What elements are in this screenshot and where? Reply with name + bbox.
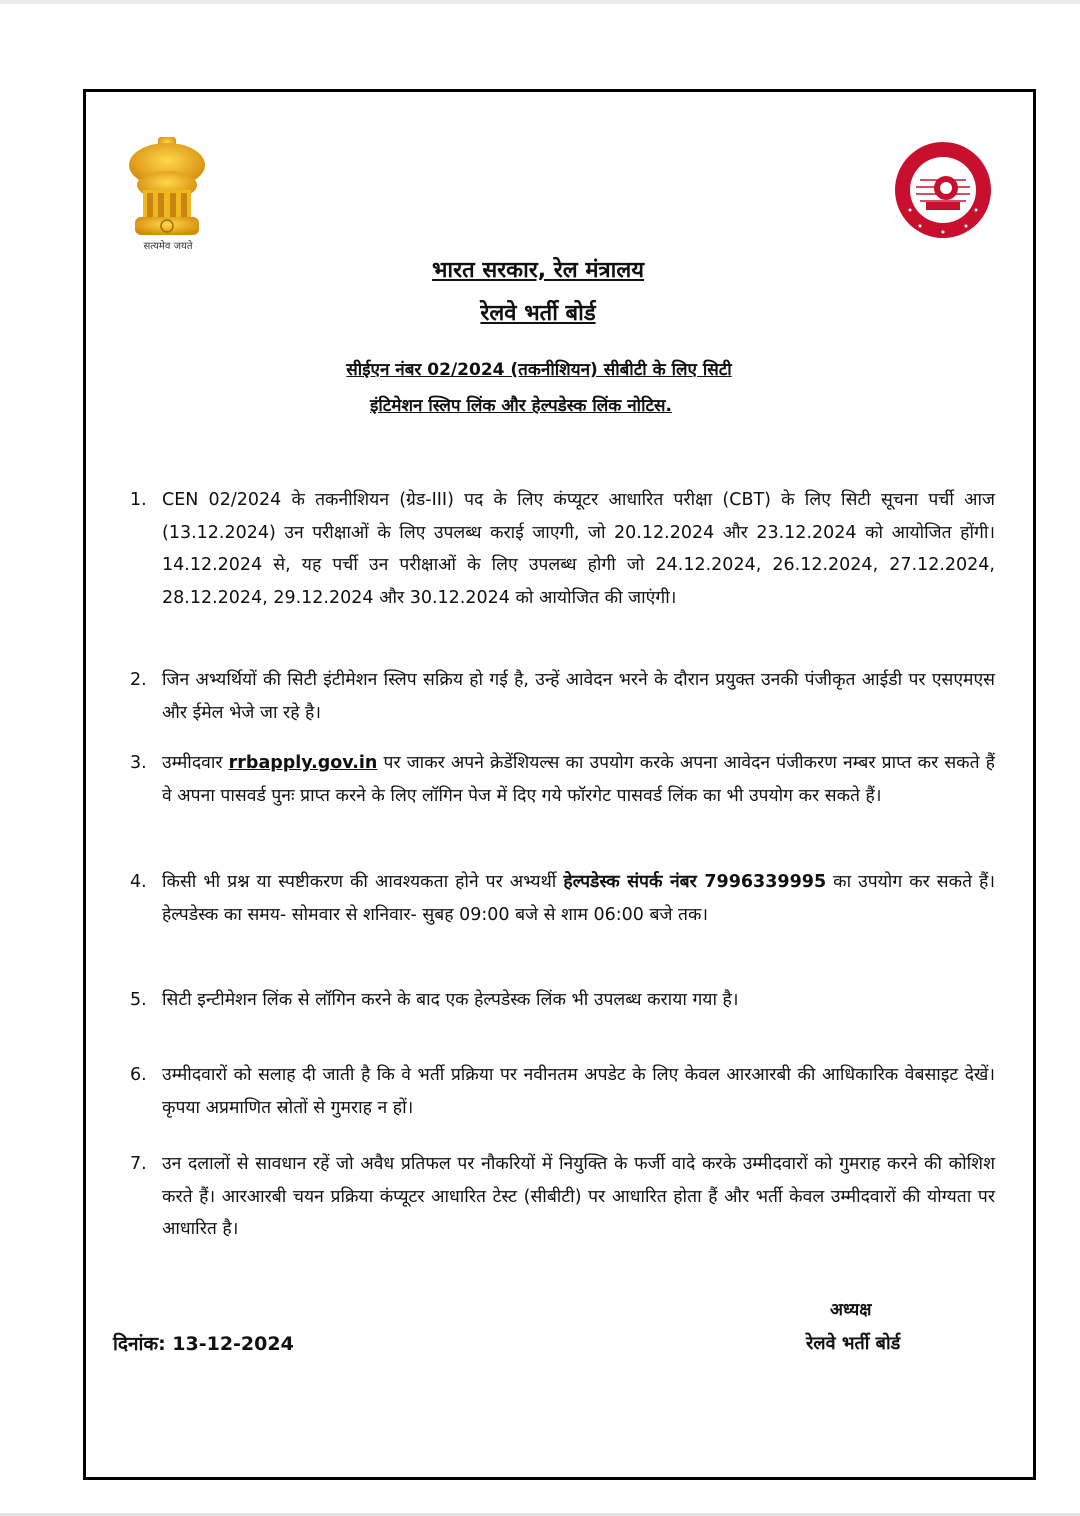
emblem-motto: सत्यमेव जयते [143,241,193,252]
point-text: उम्मीदवारों को सलाह दी जाती है कि वे भर्ती प्रक्रिया पर नवीनतम अपडेट के लिए केवल आरआरबी की आधिकारिक वेबसाइट देखें। कृपया अप्रमाणित स्रोतों से गुमराह न हों। [162,1065,995,1118]
point-number: 4. [130,872,147,892]
subject-line-1: सीईएन नंबर 02/2024 (तकनीशियन) सीबीटी के लिए सिटी [346,360,732,380]
point-number: 3. [130,753,147,773]
board-title: रेलवे भर्ती बोर्ड [480,301,596,326]
point-text: CEN 02/2024 के तकनीशियन (ग्रेड-III) पद के लिए कंप्यूटर आधारित परीक्षा (CBT) के लिए सिटी सूचना पर्ची आज (13.12.2024) उन परीक्षाओं के लिए उपलब्ध कराई जाएगी, जो 20.12.2024 और 23.12.2024 को आयोजित होंगी। 14.12.2024 से, यह पर्ची उन परीक्षाओं के लिए उपलब्ध होगी जो 24.12.2024, 26.12.2024, 27.12.2024, 28.12.2024, 29.12.2024 और 30.12.2024 को आयोजित की जाएंगी। [162,490,995,608]
top-edge [0,0,1080,4]
point-number: 1. [130,490,147,510]
point-number: 5. [130,990,147,1010]
point-number: 7. [130,1154,147,1174]
point-text-after: पर जाकर अपने क्रेडेंशियल्स का उपयोग करके अपना आवेदन पंजीकरण नम्बर प्राप्त कर सकते हैं वे अपना पासवर्ड पुनः प्राप्त करने के लिए लॉगिन पेज में दिए गये फॉरगेट पासवर्ड लिंक का भी उपयोग कर सकते हैं। [162,753,995,806]
notice-point-5 [130,984,995,1017]
point-text: जिन अभ्यर्थियों की सिटी इंटीमेशन स्लिप सक्रिय हो गई है, उन्हें आवेदन भरने के दौरान प्रयुक्त उनकी पंजीकृत आईडी पर एसएमएस और ईमेल भेजे जा रहे है। [162,670,995,723]
notice-point-6 [130,1059,995,1124]
notice-point-2 [130,664,995,729]
notice-point-7 [130,1148,995,1246]
ministry-title: भारत सरकार, रेल मंत्रालय [431,258,645,283]
point-text-after: का उपयोग कर सकते हैं। हेल्पडेस्क का समय- सोमवार से शनिवार- सुबह 09:00 बजे से शाम 06:00 बजे तक। [162,872,995,925]
point-text: उन दलालों से सावधान रहें जो अवैध प्रतिफल पर नौकरियों में नियुक्ति के फर्जी वादे करके उम्मीदवारों को गुमराह करने की कोशिश करते हैं। आरआरबी चयन प्रक्रिया कंप्यूटर आधारित टेस्ट (सीबीटी) पर आधारित होता हैं और भर्ती केवल उम्मीदवारों की योग्यता पर आधारित है। [162,1154,995,1239]
point-text: सिटी इन्टीमेशन लिंक से लॉगिन करने के बाद एक हेल्पडेस्क लिंक भी उपलब्ध कराया गया है। [162,990,739,1010]
point-text-before: किसी भी प्रश्न या स्पष्टीकरण की आवश्यकता होने पर अभ्यर्थी [162,872,557,892]
indian-railways-logo-icon [890,140,996,240]
signatory-org: रेलवे भर्ती बोर्ड [806,1333,901,1354]
notice-point-4 [130,866,995,931]
national-emblem-icon [125,135,209,255]
signatory-title: अध्यक्ष [830,1300,872,1320]
helpdesk-number: हेल्पडेस्क संपर्क नंबर 7996339995 [563,872,827,892]
rrbapply-link[interactable]: rrbapply.gov.in [228,753,378,773]
point-number: 2. [130,670,147,690]
point-number: 6. [130,1065,147,1085]
notice-date: दिनांक: 13-12-2024 [113,1333,294,1355]
subject-line-2: इंटिमेशन स्लिप लिंक और हेल्पडेस्क लिंक नोटिस. [369,396,672,416]
notice-point-1 [130,484,995,614]
notice-point-3 [130,747,995,812]
point-text-before: उम्मीदवार [162,753,223,773]
